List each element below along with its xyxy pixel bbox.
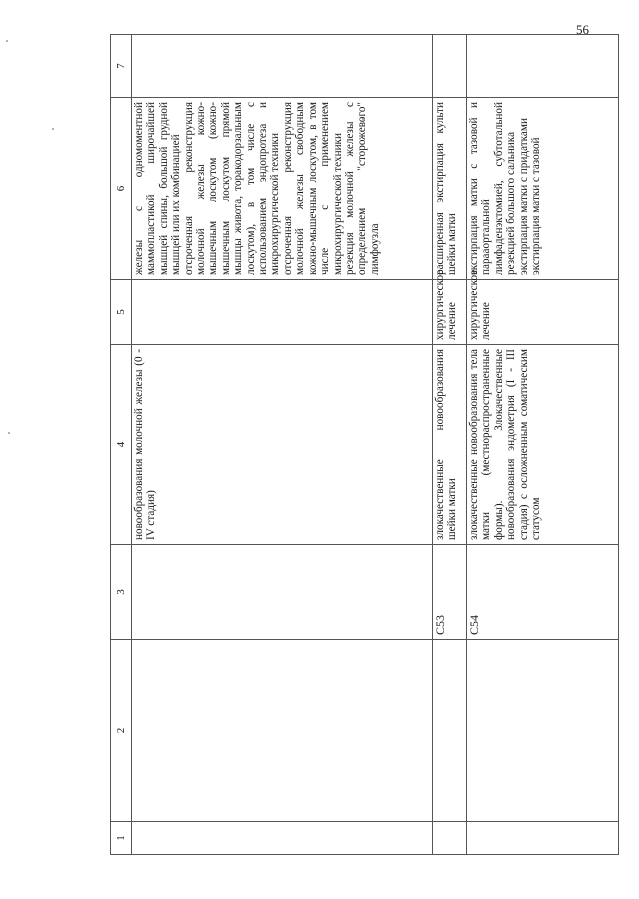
column-header: 7: [111, 35, 132, 98]
method-item: резекция молочной железы с определением "сторожевого" лимфоузла: [343, 102, 381, 275]
table-cell: [132, 640, 433, 822]
column-header: 3: [111, 545, 132, 640]
table-row: [132, 35, 433, 855]
scan-speck: [52, 128, 54, 130]
diagnosis-code-cell: C54: [467, 545, 619, 640]
column-header: 1: [111, 822, 132, 855]
method-item: отсроченная реконструкция молочной железы свободным кожно-мышечным лоскутом, в том числе с применением микрохирургической техники: [281, 102, 344, 275]
method-item: экстирпация матки с тазовой: [530, 137, 543, 275]
table-cell: [132, 822, 433, 855]
column-number-header: [111, 35, 132, 855]
method-item: отсроченная реконструкция молочной железы кожно-мышечным лоскутом (кожно-мышечным лоскутом прямой мышцы живота, торакодорзальным лоскутом), в том числе с использованием эндопротеза и микрохирургической техники: [182, 102, 282, 275]
treatment-type-cell: [132, 280, 433, 345]
table-row: [433, 35, 467, 855]
diagnosis-cell: злокачественные новообразования тела матки (местнораспространенные формы). Злокачественные новообразования эндометрия (I - III стадия) с осложненным соматическим статусом: [467, 345, 619, 545]
method-item: экстирпация матки с придатками: [517, 118, 530, 275]
method-item: железы с одномоментной маммопластикой широчайшей мышцей спины, большой грудной мышцей или их комбинацией: [133, 102, 183, 275]
column-header: 5: [111, 280, 132, 345]
diagnosis-code-cell: [132, 545, 433, 640]
table-cell: [467, 640, 619, 822]
table-cell: [433, 35, 467, 98]
scan-speck: [8, 432, 10, 434]
method-cell: [467, 98, 619, 280]
page-number: 56: [576, 22, 589, 37]
diagnosis-cell: злокачественные новообразования шейки матки: [433, 345, 467, 545]
scan-speck: [6, 40, 8, 42]
table-cell: [132, 35, 433, 98]
method-cell: [433, 98, 467, 280]
method-item: расширенная экстирпация культи шейки матки: [434, 102, 459, 275]
table-cell: [467, 35, 619, 98]
column-header: 6: [111, 98, 132, 280]
treatment-type-cell: хирургическое лечение: [467, 280, 619, 345]
table-cell: [433, 640, 467, 822]
table-cell: [467, 822, 619, 855]
diagnosis-code-cell: C53: [433, 545, 467, 640]
table-cell: [433, 822, 467, 855]
rotated-table-sheet: [110, 35, 619, 855]
column-header: 2: [111, 640, 132, 822]
method-cell: [132, 98, 433, 280]
treatment-table: [110, 34, 619, 855]
column-header: 4: [111, 345, 132, 545]
diagnosis-cell: новообразования молочной железы (0 - IV стадия): [132, 345, 433, 545]
table-row: [467, 35, 619, 855]
treatment-type-cell: хирургическое лечение: [433, 280, 467, 345]
method-item: экстирпация матки с тазовой и парааортальной лимфаденэктомией, субтотальной резекцией большого сальника: [468, 102, 518, 275]
